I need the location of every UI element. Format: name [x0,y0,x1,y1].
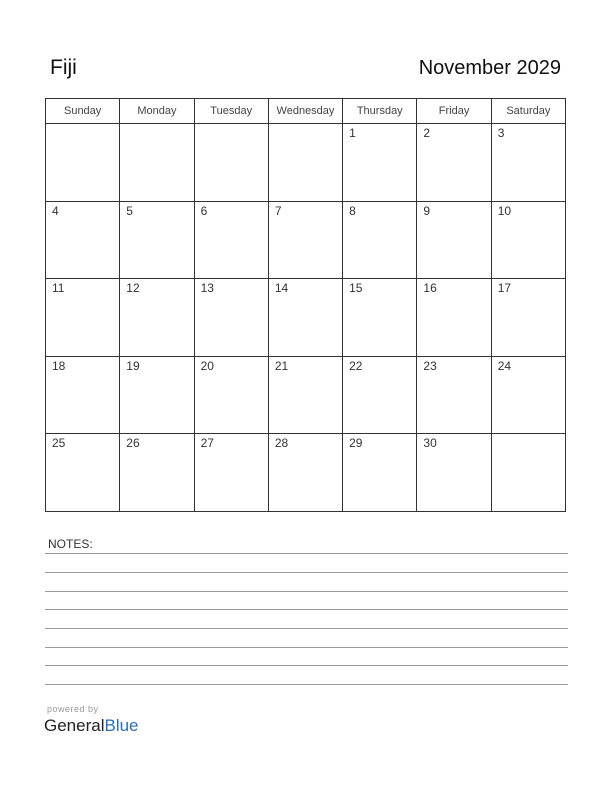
day-number: 30 [423,436,437,451]
week-row [46,356,566,434]
day-number [195,124,268,126]
brand-logo[interactable] [44,716,139,736]
day-cell [46,124,120,202]
day-cell [268,201,342,279]
day-cell [194,356,268,434]
brand-general-text: General [44,716,105,735]
day-number: 14 [274,281,289,296]
day-cell [120,279,194,357]
day-cell [417,201,491,279]
day-cell [268,434,342,512]
day-cell [343,201,417,279]
week-row [46,279,566,357]
country-title: Fiji [50,56,77,79]
day-cell [268,279,342,357]
day-number: 5 [126,203,133,218]
day-cell [194,201,268,279]
day-cell [120,434,194,512]
day-number: 23 [423,358,437,373]
week-row [46,201,566,279]
day-number: 1 [349,126,356,140]
day-number: 29 [349,436,363,451]
day-cell [417,279,491,357]
day-cell [194,124,268,202]
day-number [46,124,119,126]
note-line [45,572,568,573]
note-line [45,553,568,554]
weekday-friday: Friday [417,99,491,124]
day-number: 18 [52,358,66,373]
day-cell [194,434,268,512]
day-number: 24 [497,358,512,373]
day-cell [343,124,417,202]
day-number: 4 [52,203,59,218]
day-number: 28 [274,436,289,451]
note-line [45,665,568,666]
day-cell [343,434,417,512]
day-number: 8 [349,203,356,218]
notes-label: NOTES: [48,537,93,551]
day-cell [268,124,342,202]
powered-by-text: powered by [47,704,99,714]
day-cell [46,279,120,357]
note-line [45,628,568,629]
calendar-grid [45,98,566,512]
day-number: 7 [274,203,282,218]
day-number: 10 [497,203,512,218]
day-cell [343,356,417,434]
day-number: 22 [349,358,363,373]
weekday-thursday: Thursday [343,99,417,124]
weekday-saturday: Saturday [491,99,565,124]
day-number: 25 [52,436,66,451]
day-cell [46,201,120,279]
note-line [45,647,568,648]
note-line [45,591,568,592]
week-row [46,124,566,202]
day-number: 27 [200,436,214,451]
note-line [45,609,568,610]
day-cell [491,124,565,202]
day-cell [46,434,120,512]
day-number: 11 [52,281,65,296]
day-cell [491,356,565,434]
day-number: 2 [423,126,431,140]
day-number: 9 [423,203,431,218]
weekday-sunday: Sunday [46,99,120,124]
day-cell [491,279,565,357]
day-cell [343,279,417,357]
day-number [269,124,342,126]
day-cell [491,201,565,279]
day-number: 13 [200,281,214,296]
day-number: 3 [497,126,505,140]
day-cell [120,201,194,279]
note-line [45,684,568,685]
day-cell [120,124,194,202]
day-cell [268,356,342,434]
day-number: 19 [126,358,140,373]
day-number: 26 [126,436,140,451]
day-cell [491,434,565,512]
day-number: 16 [423,281,437,296]
weekday-monday: Monday [120,99,194,124]
day-number: 15 [349,281,363,296]
day-cell [417,434,491,512]
brand-blue-text: Blue [104,716,139,735]
day-number [120,124,193,126]
day-cell [417,356,491,434]
day-cell [46,356,120,434]
day-number: 12 [126,281,140,296]
day-number: 20 [200,358,214,373]
day-number [492,434,565,436]
day-number: 21 [274,358,289,373]
day-cell [194,279,268,357]
day-cell [120,356,194,434]
weekday-tuesday: Tuesday [194,99,268,124]
day-number: 17 [497,281,512,296]
weekday-header-row [46,99,566,124]
weekday-wednesday: Wednesday [268,99,342,124]
day-number: 6 [200,203,208,218]
month-year-title: November 2029 [418,57,561,79]
day-cell [417,124,491,202]
week-row [46,434,566,512]
